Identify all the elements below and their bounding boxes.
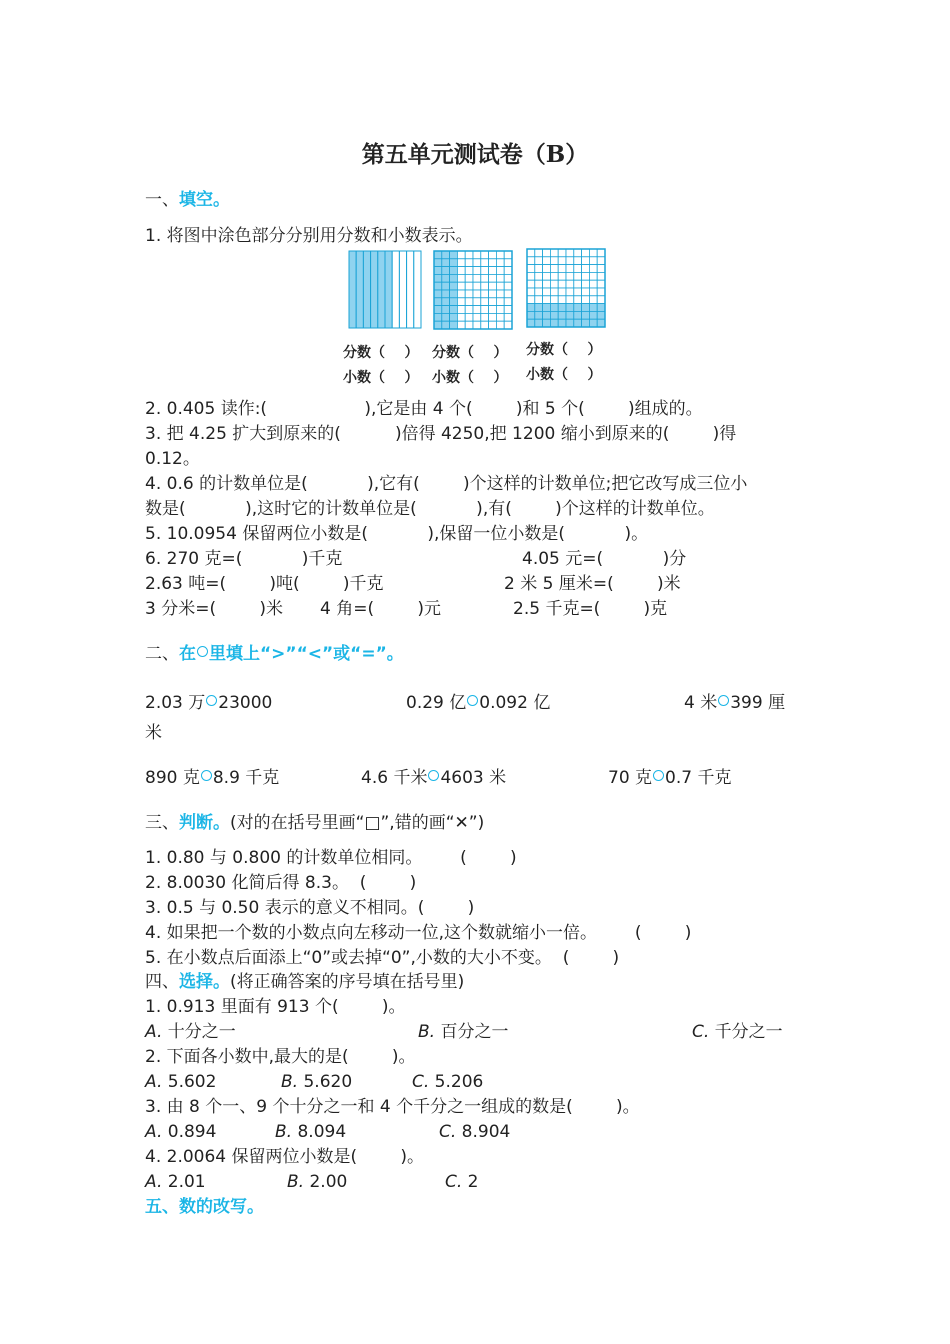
grid-cell bbox=[481, 251, 489, 259]
grid-cell bbox=[489, 290, 497, 298]
grid-cell bbox=[589, 311, 597, 319]
grid-cell bbox=[535, 249, 543, 257]
grid-cell bbox=[434, 313, 442, 321]
grid-cell bbox=[597, 265, 605, 273]
circle-icon bbox=[201, 770, 212, 781]
grid-cell bbox=[527, 288, 535, 296]
grid-cell bbox=[504, 290, 512, 298]
strip bbox=[392, 251, 399, 328]
grid-cell bbox=[589, 319, 597, 327]
grid-cell bbox=[473, 321, 481, 329]
grid-cell bbox=[543, 288, 551, 296]
strip bbox=[349, 251, 356, 328]
question-1-4-cont: 数是( ),这时它的计数单位是( ),有( )个这样的计数单位。 bbox=[145, 499, 715, 519]
grid-cell bbox=[574, 265, 582, 273]
grid-cell bbox=[535, 257, 543, 265]
grid-cell bbox=[457, 267, 465, 275]
grid-cell bbox=[465, 282, 473, 290]
judge-2: 2. 8.0030 化简后得 8.3。 ( ) bbox=[145, 873, 417, 893]
grid-cell bbox=[465, 298, 473, 306]
grid-cell bbox=[566, 319, 574, 327]
grid-cell bbox=[481, 274, 489, 282]
decimal-label-1: 小数（ ） bbox=[343, 370, 419, 386]
grid-cell bbox=[496, 274, 504, 282]
grid-cell bbox=[589, 288, 597, 296]
grid-cell bbox=[496, 251, 504, 259]
grid-cell bbox=[527, 304, 535, 312]
grid-cell bbox=[473, 306, 481, 314]
grid-cell bbox=[434, 282, 442, 290]
choice-4: 4. 2.0064 保留两位小数是( )。 bbox=[145, 1147, 425, 1167]
grid-cell bbox=[473, 259, 481, 267]
grid-cell bbox=[442, 267, 450, 275]
grid-cell bbox=[489, 267, 497, 275]
grid-cell bbox=[550, 257, 558, 265]
grid-cell bbox=[527, 319, 535, 327]
grid-cell bbox=[496, 298, 504, 306]
grid-cell bbox=[582, 304, 590, 312]
section-note: (对的在括号里画“□”,错的画“✕”) bbox=[230, 813, 485, 833]
page-title: 第五单元测试卷（B） bbox=[361, 141, 589, 168]
choice-1-option-b: B. 百分之一 bbox=[418, 1022, 509, 1042]
grid-cell bbox=[558, 272, 566, 280]
choice-1-option-a: A. 十分之一 bbox=[145, 1022, 236, 1042]
grid-cell bbox=[457, 298, 465, 306]
strip bbox=[407, 251, 414, 328]
choice-2-option-b: B. 5.620 bbox=[281, 1072, 353, 1092]
circle-icon bbox=[206, 695, 217, 706]
section-5-heading: 五、数的改写。 bbox=[145, 1197, 264, 1217]
grid-cell bbox=[589, 257, 597, 265]
grid-cell bbox=[582, 265, 590, 273]
judge-1: 1. 0.80 与 0.800 的计数单位相同。 ( ) bbox=[145, 848, 517, 868]
grid-cell bbox=[550, 280, 558, 288]
grid-cell bbox=[457, 321, 465, 329]
grid-cell bbox=[527, 296, 535, 304]
grid-cell bbox=[574, 304, 582, 312]
circle-icon bbox=[428, 770, 439, 781]
grid-cell bbox=[550, 272, 558, 280]
grid-cell bbox=[434, 298, 442, 306]
choice-3-option-b: B. 8.094 bbox=[275, 1122, 347, 1142]
compare-2a: 890 克 8.9 千克 bbox=[145, 768, 280, 788]
grid-cell bbox=[527, 257, 535, 265]
grid-cell bbox=[496, 290, 504, 298]
strip bbox=[356, 251, 363, 328]
grid-cell bbox=[481, 259, 489, 267]
grid-cell bbox=[450, 306, 458, 314]
grid-cell bbox=[574, 319, 582, 327]
compare-1c: 4 米 399 厘 bbox=[684, 693, 786, 713]
grid-cell bbox=[543, 319, 551, 327]
grid-cell bbox=[496, 321, 504, 329]
grid-cell bbox=[535, 304, 543, 312]
grid-cell bbox=[450, 267, 458, 275]
grid-cell bbox=[442, 298, 450, 306]
grid-cell bbox=[504, 274, 512, 282]
compare-2b: 4.6 千米 4603 米 bbox=[361, 768, 507, 788]
judge-5: 5. 在小数点后面添上“0”或去掉“0”,小数的大小不变。 ( ) bbox=[145, 948, 620, 968]
section-number: 二、 bbox=[145, 644, 179, 664]
grid-cell bbox=[535, 311, 543, 319]
grid-cell bbox=[566, 280, 574, 288]
grid-cell bbox=[450, 274, 458, 282]
grid-cell bbox=[473, 251, 481, 259]
section-number: 一、 bbox=[145, 190, 179, 210]
grid-cell bbox=[574, 249, 582, 257]
grid-cell bbox=[442, 321, 450, 329]
figure-strips bbox=[348, 250, 422, 330]
grid-cell bbox=[582, 272, 590, 280]
grid-cell bbox=[582, 288, 590, 296]
grid-cell bbox=[473, 313, 481, 321]
grid-cell bbox=[450, 298, 458, 306]
grid-cell bbox=[574, 272, 582, 280]
grid-cell bbox=[481, 290, 489, 298]
grid-cell bbox=[589, 304, 597, 312]
choice-2-option-a: A. 5.602 bbox=[145, 1072, 217, 1092]
grid-cell bbox=[434, 321, 442, 329]
question-1-3: 3. 把 4.25 扩大到原来的( )倍得 4250,把 1200 缩小到原来的( )得 bbox=[145, 424, 737, 444]
grid-cell bbox=[558, 304, 566, 312]
circle-icon bbox=[653, 770, 664, 781]
grid-cell bbox=[504, 267, 512, 275]
grid-cell bbox=[434, 259, 442, 267]
circle-icon bbox=[197, 646, 208, 657]
grid-cell bbox=[550, 288, 558, 296]
choice-3-option-a: A. 0.894 bbox=[145, 1122, 217, 1142]
grid-cell bbox=[450, 290, 458, 298]
section-number: 四、 bbox=[145, 972, 179, 992]
grid-cell bbox=[566, 304, 574, 312]
grid-cell bbox=[543, 257, 551, 265]
section-label: 判断。 bbox=[179, 813, 230, 833]
grid-cell bbox=[543, 272, 551, 280]
grid-cell bbox=[450, 251, 458, 259]
question-1-5: 5. 10.0954 保留两位小数是( ),保留一位小数是( )。 bbox=[145, 524, 649, 544]
choice-1: 1. 0.913 里面有 913 个( )。 bbox=[145, 997, 406, 1017]
choice-1-option-c: C. 千分之一 bbox=[692, 1022, 783, 1042]
grid-cell bbox=[473, 274, 481, 282]
choice-4-option-b: B. 2.00 bbox=[287, 1172, 348, 1192]
grid-cell bbox=[558, 265, 566, 273]
grid-cell bbox=[442, 306, 450, 314]
grid-cell bbox=[558, 257, 566, 265]
grid-cell bbox=[504, 306, 512, 314]
grid-cell bbox=[558, 296, 566, 304]
grid-cell bbox=[481, 313, 489, 321]
grid-cell bbox=[473, 290, 481, 298]
question-1-6b: 4.05 元=( )分 bbox=[522, 549, 687, 569]
grid-cell bbox=[574, 311, 582, 319]
compare-2c: 70 克 0.7 千克 bbox=[608, 768, 732, 788]
grid-cell bbox=[558, 280, 566, 288]
grid-cell bbox=[473, 282, 481, 290]
grid-cell bbox=[465, 290, 473, 298]
grid-cell bbox=[535, 272, 543, 280]
grid-cell bbox=[457, 313, 465, 321]
grid-cell bbox=[574, 280, 582, 288]
grid-cell bbox=[597, 288, 605, 296]
grid-cell bbox=[527, 311, 535, 319]
grid-cell bbox=[496, 259, 504, 267]
grid-cell bbox=[457, 306, 465, 314]
grid-cell bbox=[550, 304, 558, 312]
grid-cell bbox=[566, 265, 574, 273]
question-1-6e: 3 分米=( )米 bbox=[145, 599, 283, 619]
compare-1b: 0.29 亿 0.092 亿 bbox=[406, 693, 551, 713]
grid-cell bbox=[558, 319, 566, 327]
grid-cell bbox=[589, 249, 597, 257]
grid-cell bbox=[496, 282, 504, 290]
grid-cell bbox=[550, 296, 558, 304]
grid-cell bbox=[582, 319, 590, 327]
grid-cell bbox=[481, 321, 489, 329]
grid-cell bbox=[597, 280, 605, 288]
section-2-heading bbox=[145, 642, 404, 667]
grid-cell bbox=[489, 321, 497, 329]
choice-2-option-c: C. 5.206 bbox=[412, 1072, 484, 1092]
grid-cell bbox=[457, 290, 465, 298]
grid-cell bbox=[558, 249, 566, 257]
grid-cell bbox=[582, 296, 590, 304]
strip bbox=[371, 251, 378, 328]
grid-cell bbox=[496, 313, 504, 321]
grid-cell bbox=[450, 259, 458, 267]
question-1-6d: 2 米 5 厘米=( )米 bbox=[504, 574, 681, 594]
grid-cell bbox=[582, 280, 590, 288]
question-1-1: 1. 将图中涂色部分分别用分数和小数表示。 bbox=[145, 226, 473, 246]
grid-cell bbox=[566, 296, 574, 304]
grid-cell bbox=[457, 251, 465, 259]
grid-cell bbox=[496, 306, 504, 314]
grid-cell bbox=[504, 313, 512, 321]
grid-cell bbox=[589, 265, 597, 273]
grid-cell bbox=[550, 249, 558, 257]
strip bbox=[414, 251, 421, 328]
grid-cell bbox=[527, 280, 535, 288]
choice-2: 2. 下面各小数中,最大的是( )。 bbox=[145, 1047, 416, 1067]
grid-cell bbox=[465, 267, 473, 275]
grid-cell bbox=[566, 311, 574, 319]
section-number: 三、 bbox=[145, 813, 179, 833]
grid-cell bbox=[434, 274, 442, 282]
grid-cell bbox=[489, 298, 497, 306]
question-1-6c: 2.63 吨=( )吨( )千克 bbox=[145, 574, 384, 594]
section-label: 填空。 bbox=[179, 190, 230, 210]
grid-cell bbox=[566, 257, 574, 265]
section-3-heading bbox=[145, 811, 484, 836]
choice-4-option-a: A. 2.01 bbox=[145, 1172, 206, 1192]
judge-4: 4. 如果把一个数的小数点向左移动一位,这个数就缩小一倍。 ( ) bbox=[145, 923, 692, 943]
decimal-label-2: 小数（ ） bbox=[432, 370, 508, 386]
grid-cell bbox=[574, 296, 582, 304]
grid-cell bbox=[535, 296, 543, 304]
grid-cell bbox=[504, 298, 512, 306]
figure-grid-rows bbox=[526, 248, 607, 328]
grid-cell bbox=[543, 249, 551, 257]
fraction-label-1: 分数（ ） bbox=[343, 345, 419, 361]
grid-cell bbox=[434, 306, 442, 314]
grid-cell bbox=[582, 257, 590, 265]
grid-cell bbox=[442, 251, 450, 259]
grid-cell bbox=[489, 282, 497, 290]
grid-cell bbox=[550, 265, 558, 273]
grid-cell bbox=[597, 272, 605, 280]
choice-4-option-c: C. 2 bbox=[445, 1172, 479, 1192]
strip bbox=[378, 251, 385, 328]
grid-cell bbox=[597, 319, 605, 327]
grid-cell bbox=[543, 304, 551, 312]
grid-cell bbox=[597, 304, 605, 312]
grid-cell bbox=[535, 280, 543, 288]
grid-cell bbox=[597, 311, 605, 319]
fraction-label-3: 分数（ ） bbox=[526, 342, 602, 358]
grid-cell bbox=[457, 274, 465, 282]
strip bbox=[363, 251, 370, 328]
grid-cell bbox=[465, 321, 473, 329]
grid-cell bbox=[574, 288, 582, 296]
grid-cell bbox=[473, 298, 481, 306]
grid-cell bbox=[504, 282, 512, 290]
question-1-3-cont: 0.12。 bbox=[145, 449, 200, 469]
grid-cell bbox=[597, 257, 605, 265]
grid-cell bbox=[589, 296, 597, 304]
grid-cell bbox=[442, 290, 450, 298]
section-label: 里填上“>”“<”或“=”。 bbox=[209, 644, 404, 664]
grid-cell bbox=[566, 272, 574, 280]
section-4-heading bbox=[145, 970, 464, 995]
grid-cell bbox=[489, 313, 497, 321]
grid-cell bbox=[550, 319, 558, 327]
grid-cell bbox=[465, 251, 473, 259]
section-label: 选择。 bbox=[179, 972, 230, 992]
grid-cell bbox=[535, 288, 543, 296]
grid-cell bbox=[442, 313, 450, 321]
grid-cell bbox=[434, 290, 442, 298]
grid-cell bbox=[543, 296, 551, 304]
judge-3: 3. 0.5 与 0.50 表示的意义不相同。( ) bbox=[145, 898, 475, 918]
grid-cell bbox=[442, 274, 450, 282]
grid-cell bbox=[597, 249, 605, 257]
grid-cell bbox=[450, 282, 458, 290]
strip bbox=[385, 251, 392, 328]
grid-cell bbox=[434, 251, 442, 259]
grid-cell bbox=[535, 265, 543, 273]
strip bbox=[399, 251, 406, 328]
compare-1c-wrap: 米 bbox=[145, 723, 162, 743]
choice-3-option-c: C. 8.904 bbox=[439, 1122, 511, 1142]
compare-1a: 2.03 万 23000 bbox=[145, 693, 273, 713]
circle-icon bbox=[718, 695, 729, 706]
grid-cell bbox=[457, 259, 465, 267]
grid-cell bbox=[465, 259, 473, 267]
grid-cell bbox=[489, 259, 497, 267]
grid-cell bbox=[550, 311, 558, 319]
grid-cell bbox=[496, 267, 504, 275]
grid-cell bbox=[481, 282, 489, 290]
choice-3: 3. 由 8 个一、9 个十分之一和 4 个千分之一组成的数是( )。 bbox=[145, 1097, 640, 1117]
figure-grid-columns bbox=[433, 250, 514, 330]
grid-cell bbox=[582, 249, 590, 257]
grid-cell bbox=[597, 296, 605, 304]
grid-cell bbox=[582, 311, 590, 319]
grid-cell bbox=[465, 306, 473, 314]
grid-cell bbox=[465, 313, 473, 321]
grid-cell bbox=[489, 306, 497, 314]
grid-cell bbox=[504, 259, 512, 267]
section-label-pre: 在 bbox=[179, 644, 196, 664]
question-1-6f: 4 角=( )元 bbox=[320, 599, 441, 619]
question-1-6a: 6. 270 克=( )千克 bbox=[145, 549, 343, 569]
grid-cell bbox=[558, 311, 566, 319]
grid-cell bbox=[527, 272, 535, 280]
question-1-6g: 2.5 千克=( )克 bbox=[513, 599, 668, 619]
grid-cell bbox=[504, 251, 512, 259]
grid-cell bbox=[457, 282, 465, 290]
grid-cell bbox=[450, 321, 458, 329]
grid-cell bbox=[434, 267, 442, 275]
grid-cell bbox=[489, 274, 497, 282]
grid-cell bbox=[543, 311, 551, 319]
question-1-4: 4. 0.6 的计数单位是( ),它有( )个这样的计数单位;把它改写成三位小 bbox=[145, 474, 748, 494]
grid-cell bbox=[527, 249, 535, 257]
grid-cell bbox=[481, 267, 489, 275]
circle-icon bbox=[467, 695, 478, 706]
grid-cell bbox=[543, 265, 551, 273]
decimal-label-3: 小数（ ） bbox=[526, 367, 602, 383]
grid-cell bbox=[473, 267, 481, 275]
grid-cell bbox=[442, 282, 450, 290]
grid-cell bbox=[574, 257, 582, 265]
grid-cell bbox=[535, 319, 543, 327]
grid-cell bbox=[566, 288, 574, 296]
grid-cell bbox=[450, 313, 458, 321]
grid-cell bbox=[543, 280, 551, 288]
grid-cell bbox=[489, 251, 497, 259]
grid-cell bbox=[527, 265, 535, 273]
grid-cell bbox=[481, 298, 489, 306]
grid-cell bbox=[442, 259, 450, 267]
grid-cell bbox=[566, 249, 574, 257]
grid-cell bbox=[589, 272, 597, 280]
fraction-label-2: 分数（ ） bbox=[432, 345, 508, 361]
grid-cell bbox=[465, 274, 473, 282]
grid-cell bbox=[589, 280, 597, 288]
grid-cell bbox=[504, 321, 512, 329]
grid-cell bbox=[481, 306, 489, 314]
section-note: (将正确答案的序号填在括号里) bbox=[230, 972, 465, 992]
section-1-heading bbox=[145, 188, 230, 213]
question-1-2: 2. 0.405 读作:( ),它是由 4 个( )和 5 个( )组成的。 bbox=[145, 399, 703, 419]
grid-cell bbox=[558, 288, 566, 296]
